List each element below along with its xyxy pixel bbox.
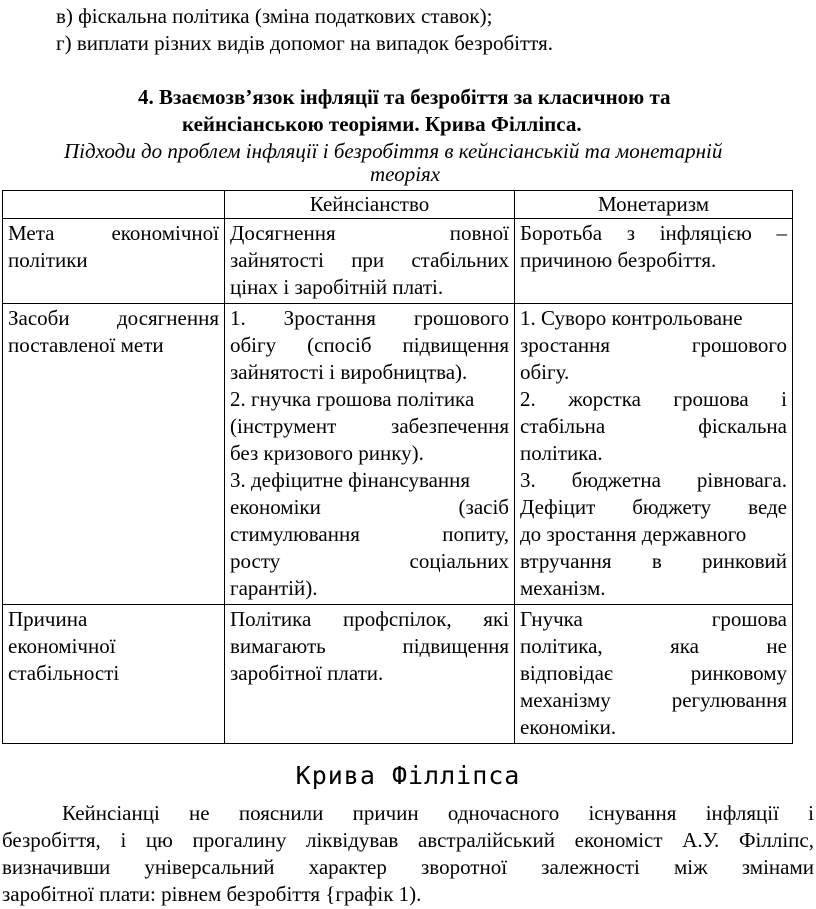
cell-line: політика, яка не — [520, 634, 787, 658]
table-row — [3, 605, 793, 744]
table-caption-line1: Підходи до проблем інфляції і безробіття в кейнсіанській та монетарній — [64, 139, 723, 163]
paragraph-line: безробіття, і цю прогалину ліквідував австралійський економіст А.У. Філліпс, — [2, 828, 814, 852]
cell-line: стимулювання попиту, — [230, 522, 509, 546]
keynes-goal-cell — [225, 219, 515, 304]
cell-line: поставленої мети — [8, 333, 164, 357]
cell-line: 2. гнучка грошова політика — [230, 387, 475, 411]
cell-line: Політика профспілок, які — [230, 607, 509, 631]
monet-means-cell — [515, 304, 793, 605]
cell-line: механізм. — [520, 576, 606, 600]
monet-goal-cell — [515, 219, 793, 304]
cell-line: відповідає ринковому — [520, 661, 787, 685]
cell-line: вимагають підвищення — [230, 634, 509, 658]
row-label-means — [3, 304, 225, 605]
cell-line: економіки (засіб — [230, 495, 509, 519]
cell-line: стабільності — [8, 661, 120, 685]
keynes-means-cell — [225, 304, 515, 605]
cell-line: економіки. — [520, 715, 617, 739]
comparison-table — [2, 190, 793, 744]
cell-line: Гнучка грошова — [520, 607, 787, 631]
header-monetarism: Монетаризм — [515, 191, 793, 219]
cell-line: цінах і заробітній платі. — [230, 275, 444, 299]
cell-line: 2. жорстка грошова і — [520, 387, 787, 411]
cell-line: 1. Зростання грошового — [230, 306, 509, 330]
cell-line: 3. дефіцитне фінансування — [230, 468, 471, 492]
cell-line: втручання в ринковий — [520, 549, 787, 573]
table-caption-line2: теоріях — [370, 162, 441, 186]
cell-line: 3. бюджетна рівновага. — [520, 468, 787, 492]
cell-line: зайнятості при стабільних — [230, 248, 509, 272]
section-heading-line2: кейнсіанською теоріями. Крива Філліпса. — [182, 112, 582, 136]
cell-line: зростання грошового — [520, 333, 787, 357]
phillips-curve-title: Крива Філліпса — [295, 761, 521, 790]
cell-line: Мета економічної — [8, 221, 219, 245]
table-row — [3, 219, 793, 304]
cell-line: Причина — [8, 607, 88, 631]
cell-line: 1. Суворо контрольоване — [520, 306, 743, 330]
cell-line: політика. — [520, 441, 603, 465]
cell-line: механізму регулювання — [520, 688, 787, 712]
cell-line: росту соціальних — [230, 549, 509, 573]
cell-line: гарантій). — [230, 576, 318, 600]
section-heading-line1: 4. Взаємозв’язок інфляції та безробіття за класичною та — [138, 85, 671, 109]
paragraph-line: Кейнсіанці не пояснили причин одночасного існування інфляції і — [62, 801, 814, 825]
cell-line: економічної — [8, 634, 116, 658]
row-label-cause — [3, 605, 225, 744]
intro-line-g: г) виплати різних видів допомог на випадок безробіття. — [56, 31, 553, 55]
cell-line: стабільна фіскальна — [520, 414, 787, 438]
monet-cause-cell — [515, 605, 793, 744]
cell-line: заробітної плати. — [230, 661, 384, 685]
paragraph-line: визначивши універсальний характер зворотної залежності між змінами — [2, 855, 814, 879]
intro-line-v: в) фіскальна політика (зміна податкових ставок); — [56, 4, 493, 28]
cell-line: обігу (спосіб підвищення — [230, 333, 509, 357]
cell-line: до зростання державного — [520, 522, 747, 546]
table-row — [3, 304, 793, 605]
cell-line: Досягнення повної — [230, 221, 509, 245]
paragraph-line: заробітної плати: рівнем безробіття {графік 1). — [2, 882, 422, 906]
cell-line: Дефіцит бюджету веде — [520, 495, 787, 519]
cell-line: обігу. — [520, 360, 570, 384]
cell-line: причиною безробіття. — [520, 248, 717, 272]
row-label-goal — [3, 219, 225, 304]
header-keynesianism: Кейнсіанство — [225, 191, 515, 219]
header-empty-cell — [3, 191, 225, 219]
cell-line: без кризового ринку). — [230, 441, 424, 465]
cell-line: політики — [8, 248, 88, 272]
cell-line: (інструмент забезпечення — [230, 414, 509, 438]
table-header-row — [3, 191, 793, 219]
cell-line: Боротьба з інфляцією – — [520, 221, 787, 245]
cell-line: зайнятості і виробництва). — [230, 360, 468, 384]
cell-line: Засоби досягнення — [8, 306, 219, 330]
keynes-cause-cell — [225, 605, 515, 744]
